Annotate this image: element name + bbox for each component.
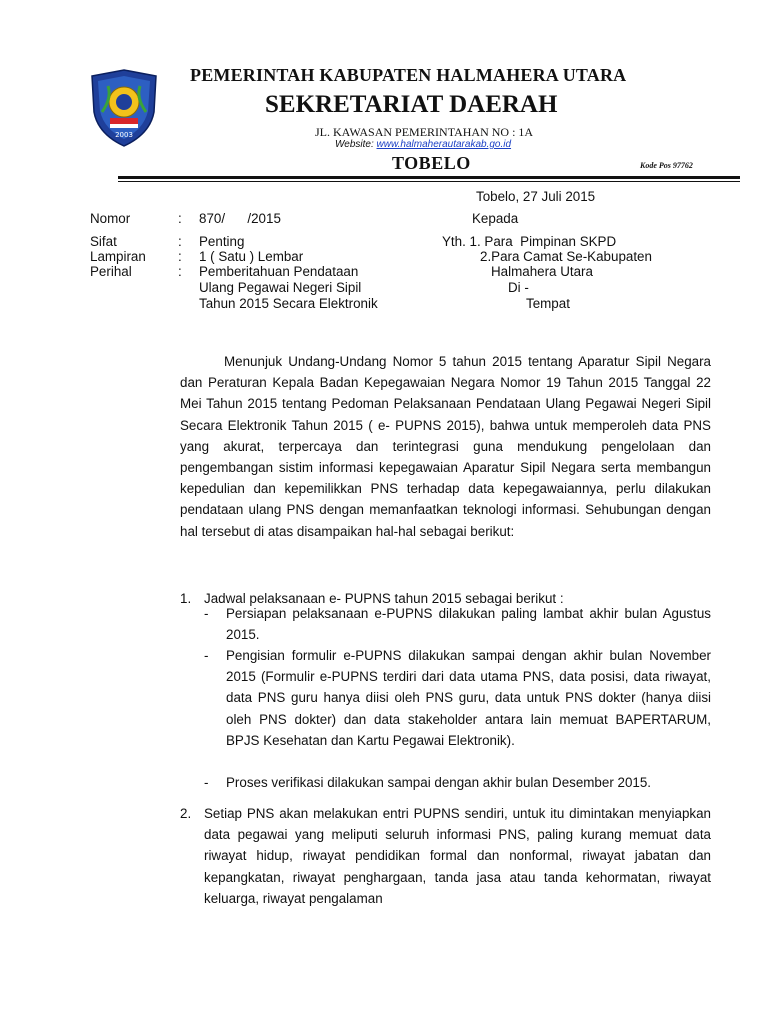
intro-text: Menunjuk Undang-Undang Nomor 5 tahun 2015 tentang Aparatur Sipil Negara dan Peraturan Kepala Badan Kepegawaian Negara Nomor 19 Tahun 2015 Tanggal 22 Mei Tahun 2015 tentang Pedoman Pelaksanaan Pendataan Ulang Pegawai Negeri Sipil Secara Elektronik Tahun 2015 ( e- PUPNS 2015), bahwa untuk memperoleh data PNS yang akurat, terpercaya dan terintegrasi guna mendukung pengelolaan dan pengembangan sistim informasi kepegawaian Aparatur Sipil Negara serta membangun kepedulian dan kepemilikkan PNS terhadap data kepegawaiannya, perlu dilakukan pendataan ulang PNS dengan memanfaatkan teknologi informasi. Sehubungan dengan hal tersebut di atas disampaikan hal-hal sebagai berikut: (180, 354, 711, 539)
postal-code: Kode Pos 97762 (640, 161, 693, 170)
perihal-line-1: Pemberitahuan Pendataan (199, 264, 359, 279)
kepada-label: Kepada (472, 211, 519, 226)
nomor-value: 870/ /2015 (199, 211, 281, 226)
website-link[interactable]: www.halmaherautarakab.go.id (376, 139, 512, 150)
intro-paragraph (180, 351, 711, 542)
letterhead-office-name: SEKRETARIAT DAERAH (265, 91, 558, 118)
sub-item-2: Pengisian formulir e-PUPNS dilakukan sampai dengan akhir bulan November 2015 (Formulir e-PUPNS terdiri dari data utama PNS, data posisi, data riwayat, data PNS guru hanya diisi oleh PNS guru, data untuk PNS dokter (hanya diisi oleh PNS dokter) dan data stakeholder antara lain memuat BAPERTARUM, BPJS Kesehatan dan Kartu Pegawai Elektronik). (226, 648, 711, 748)
letter-date: Tobelo, 27 Juli 2015 (476, 189, 596, 204)
nomor-label: Nomor (90, 211, 131, 226)
sifat-value: Penting (199, 234, 245, 249)
item-1-number: 1. (180, 591, 192, 606)
perihal-line-3: Tahun 2015 Secara Elektronik (199, 296, 378, 311)
lampiran-label: Lampiran (90, 249, 146, 264)
sub-1-dash: - (204, 606, 209, 621)
sifat-label: Sifat (90, 234, 117, 249)
letterhead-divider-thin (118, 181, 740, 182)
recipient-tempat: Tempat (526, 296, 570, 311)
letterhead-address: JL. KAWASAN PEMERINTAHAN NO : 1A (315, 125, 534, 139)
lampiran-value: 1 ( Satu ) Lembar (199, 249, 304, 264)
recipient-line-1: Yth. 1. Para Pimpinan SKPD (442, 234, 617, 249)
item-1-text: Jadwal pelaksanaan e- PUPNS tahun 2015 sebagai berikut : (204, 591, 564, 606)
perihal-line-2: Ulang Pegawai Negeri Sipil (199, 280, 362, 295)
item-2-number: 2. (180, 806, 192, 821)
nomor-colon: : (178, 211, 182, 226)
sub-2-dash: - (204, 648, 209, 663)
recipient-di: Di - (508, 280, 529, 295)
letterhead-city: TOBELO (392, 153, 471, 173)
sifat-colon: : (178, 234, 182, 249)
recipient-line-3: Halmahera Utara (491, 264, 593, 279)
letterhead-divider-thick (118, 176, 740, 179)
website-label: Website: (335, 139, 374, 150)
lampiran-colon: : (178, 249, 182, 264)
sub-3-dash: - (204, 775, 209, 790)
sub-item-3: Proses verifikasi dilakukan sampai dengan akhir bulan Desember 2015. (226, 775, 652, 790)
letterhead-government-name: PEMERINTAH KABUPATEN HALMAHERA UTARA (190, 65, 627, 85)
sub-item-1: Persiapan pelaksanaan e-PUPNS dilakukan paling lambat akhir bulan Agustus 2015. (226, 606, 711, 643)
perihal-label: Perihal (90, 264, 132, 279)
perihal-colon: : (178, 264, 182, 279)
government-logo-icon (88, 68, 160, 148)
logo-year: 2003 (115, 131, 133, 139)
recipient-line-2: 2.Para Camat Se-Kabupaten (480, 249, 652, 264)
item-2-text: Setiap PNS akan melakukan entri PUPNS sendiri, untuk itu dimintakan menyiapkan data pegawai yang meliputi seluruh informasi PNS, paling kurang memuat data riwayat hidup, riwayat pendidikan formal dan nonformal, riwayat jabatan dan kepangkatan, riwayat penghargaan, tanda jasa atau tanda kehormatan, riwayat keluarga, riwayat pengalaman (204, 806, 711, 906)
letterhead-website-line (335, 139, 511, 150)
